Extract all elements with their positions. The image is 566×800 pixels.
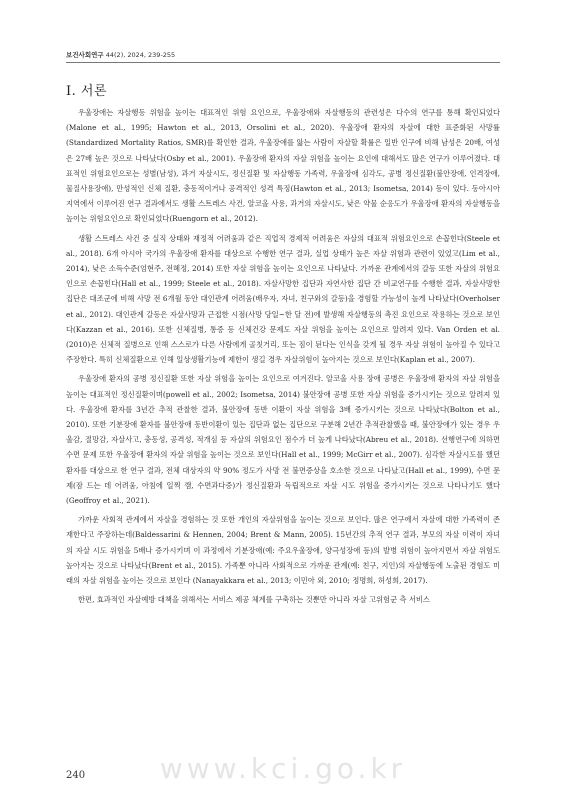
journal-citation: 44(2), 2024, 239-255 xyxy=(103,51,176,59)
journal-name: 보건사회연구 xyxy=(66,51,104,59)
header-rule xyxy=(66,62,500,63)
journal-header xyxy=(66,50,175,59)
page-number: 240 xyxy=(66,770,86,781)
article-body xyxy=(66,105,500,612)
paragraph-5: 한편, 효과적인 자살예방 대책을 위해서는 서비스 제공 체계를 구축하는 것뿐만 아니라 자살 고위험군 측 서비스 xyxy=(78,595,430,605)
paragraph-3: 우울장애 환자의 공병 정신질환 또한 자살 위험을 높이는 요인으로 여겨진다. 알코올 사용 장애 공병은 우울장애 환자의 자살 위험을 높이는 대표적인 정신질환이며(powell et al., 2002; Isometsa, 2014) 불안장애 공병 또한 자살 위험을 증가시키는 것으로 알려져 있다. 우울장애 환자를 3년간 추적 관찰한 결과, 불안장애 동반 이환이 자살 위험을 3배 증가시키는 것으로 나타났다(Bolton et al., 2010). 또한 기분장애 환자를 불안장애 동반이환이 있는 집단과 없는 집단으로 구분해 2년간 추적관찰했을 때, 불안장애가 있는 경우 우울감, 절망감, 자살사고, 충동성, 공격성, 적개심 등 자살의 위험요인 점수가 더 높게 나타났다(Abreu et al., 2018). 선행연구에 의하면 수면 문제 또한 우울장애 환자의 자살 위험을 높이는 것으로 보인다(Hall et al., 1999; McGirr et al., 2007). 심각한 자살시도를 했던 환자를 대상으로 한 연구 결과, 전체 대상자의 약 90% 정도가 사망 전 불면증상을 호소한 것으로 나타났고(Hall et al., 1999), 수면 문제(잠 드는 데 어려움, 아침에 일찍 깸, 수면과다증)가 정신질환과 독립적으로 자살 시도 위험을 증가시키는 것으로 나타나기도 했다(Geoffroy et al., 2021). xyxy=(66,374,500,506)
paragraph-2: 생활 스트레스 사건 중 실직 상태와 재정적 어려움과 같은 직업적 경제적 어려움은 자살의 대표적 위험요인으로 손꼽힌다(Steele et al., 2018). 6개 아시아 국가의 우울장애 환자를 대상으로 수행한 연구 결과, 실업 상태가 높은 자살 위험과 관련이 있었고(Lim et al., 2014), 낮은 소득수준(엄현주, 전혜정, 2014) 또한 자살 위험을 높이는 요인으로 나타났다. 가까운 관계에서의 갈등 또한 자살의 위험요인으로 손꼽힌다(Hall et al., 1999; Steele et al., 2018). 자살사망한 집단과 자연사한 집단 간 비교연구를 수행한 결과, 자살사망한 집단은 대조군에 비해 사망 전 6개월 동안 대인관계 어려움(배우자, 자녀, 친구와의 갈등)을 경험할 가능성이 높게 나타났다(Overholser et al., 2012). 대인관계 갈등은 자살사망과 근접한 시점(사망 당일~한 달 전)에 발생해 자살행동의 촉진 요인으로 작용하는 것으로 보인다(Kazzan et al., 2016). 또한 신체질병, 통증 등 신체건강 문제도 자살 위험을 높이는 요인으로 알려져 있다. Van Orden et al.(2010)은 신체적 질병으로 인해 스스로가 다른 사람에게 골칫거리, 또는 짐이 된다는 인식을 갖게 될 경우 자살 위험이 높아질 수 있다고 주장한다. 특히 신체질환으로 인해 일상생활기능에 제한이 생길 경우 자살위험이 높아지는 것으로 보인다(Kaplan et al., 2007). xyxy=(66,233,500,365)
paragraph-4: 가까운 사회적 관계에서 자살을 경험하는 것 또한 개인의 자살위험을 높이는 것으로 보인다. 많은 연구에서 자살에 대한 가족력이 존재한다고 주장하는데(Baldessarini & Hennen, 2004; Brent & Mann, 2005). 15년간의 추적 연구 결과, 부모의 자살 이력이 자녀의 자살 시도 위험을 5배나 증가시키며 이 과정에서 기분장애(예: 주요우울장애, 양극성장애 등)의 발병 위험이 높아지면서 자살 위험도 높아지는 것으로 나타났다(Brent et al., 2015). 가족뿐 아니라 사회적으로 가까운 관계(예: 친구, 지인)의 자살행동에 노출된 경험도 미래의 자살 위험을 높이는 것으로 보인다 (Nanayakkara et al., 2013; 이민아 외, 2010; 정명희, 허성희, 2017). xyxy=(66,515,500,586)
paragraph-1: 우울장애는 자살행동 위험을 높이는 대표적인 위험 요인으로, 우울장애와 자살행동의 관련성은 다수의 연구를 통해 확인되었다(Malone et al., 1995; Hawton et al., 2013, Orsolini et al., 2020). 우울장애 환자의 자살에 대한 표준화된 사망률(Standardized Mortality Ratios, SMR)를 확인한 결과, 우울장애를 앓는 사람이 자살할 확률은 일반 인구에 비해 남성은 20배, 여성은 27배 높은 것으로 나타났다(Osby et al., 2001). 우울장애 환자의 자살 위험을 높이는 요인에 대해서도 많은 연구가 이루어졌다. 대표적인 위험요인으로는 성별(남성), 과거 자살시도, 정신질환 및 자살행동 가족력, 우울장애 심각도, 공병 정신질환(불안장애, 인격장애, 물질사용장애), 만성적인 신체 질환, 충동적이거나 공격적인 성격 특징(Hawton et al., 2013; Isometsa, 2014) 등이 있다. 동아시아 지역에서 이루어진 연구 결과에서도 생활 스트레스 사건, 알코올 사용, 과거의 자살시도, 낮은 약물 순응도가 우울장애 환자의 자살행동을 높이는 위험요인으로 확인되었다(Ruengorn et al., 2012). xyxy=(66,108,500,224)
watermark: www.kci.go.kr xyxy=(159,752,407,785)
section-title: Ⅰ. 서론 xyxy=(66,84,108,99)
